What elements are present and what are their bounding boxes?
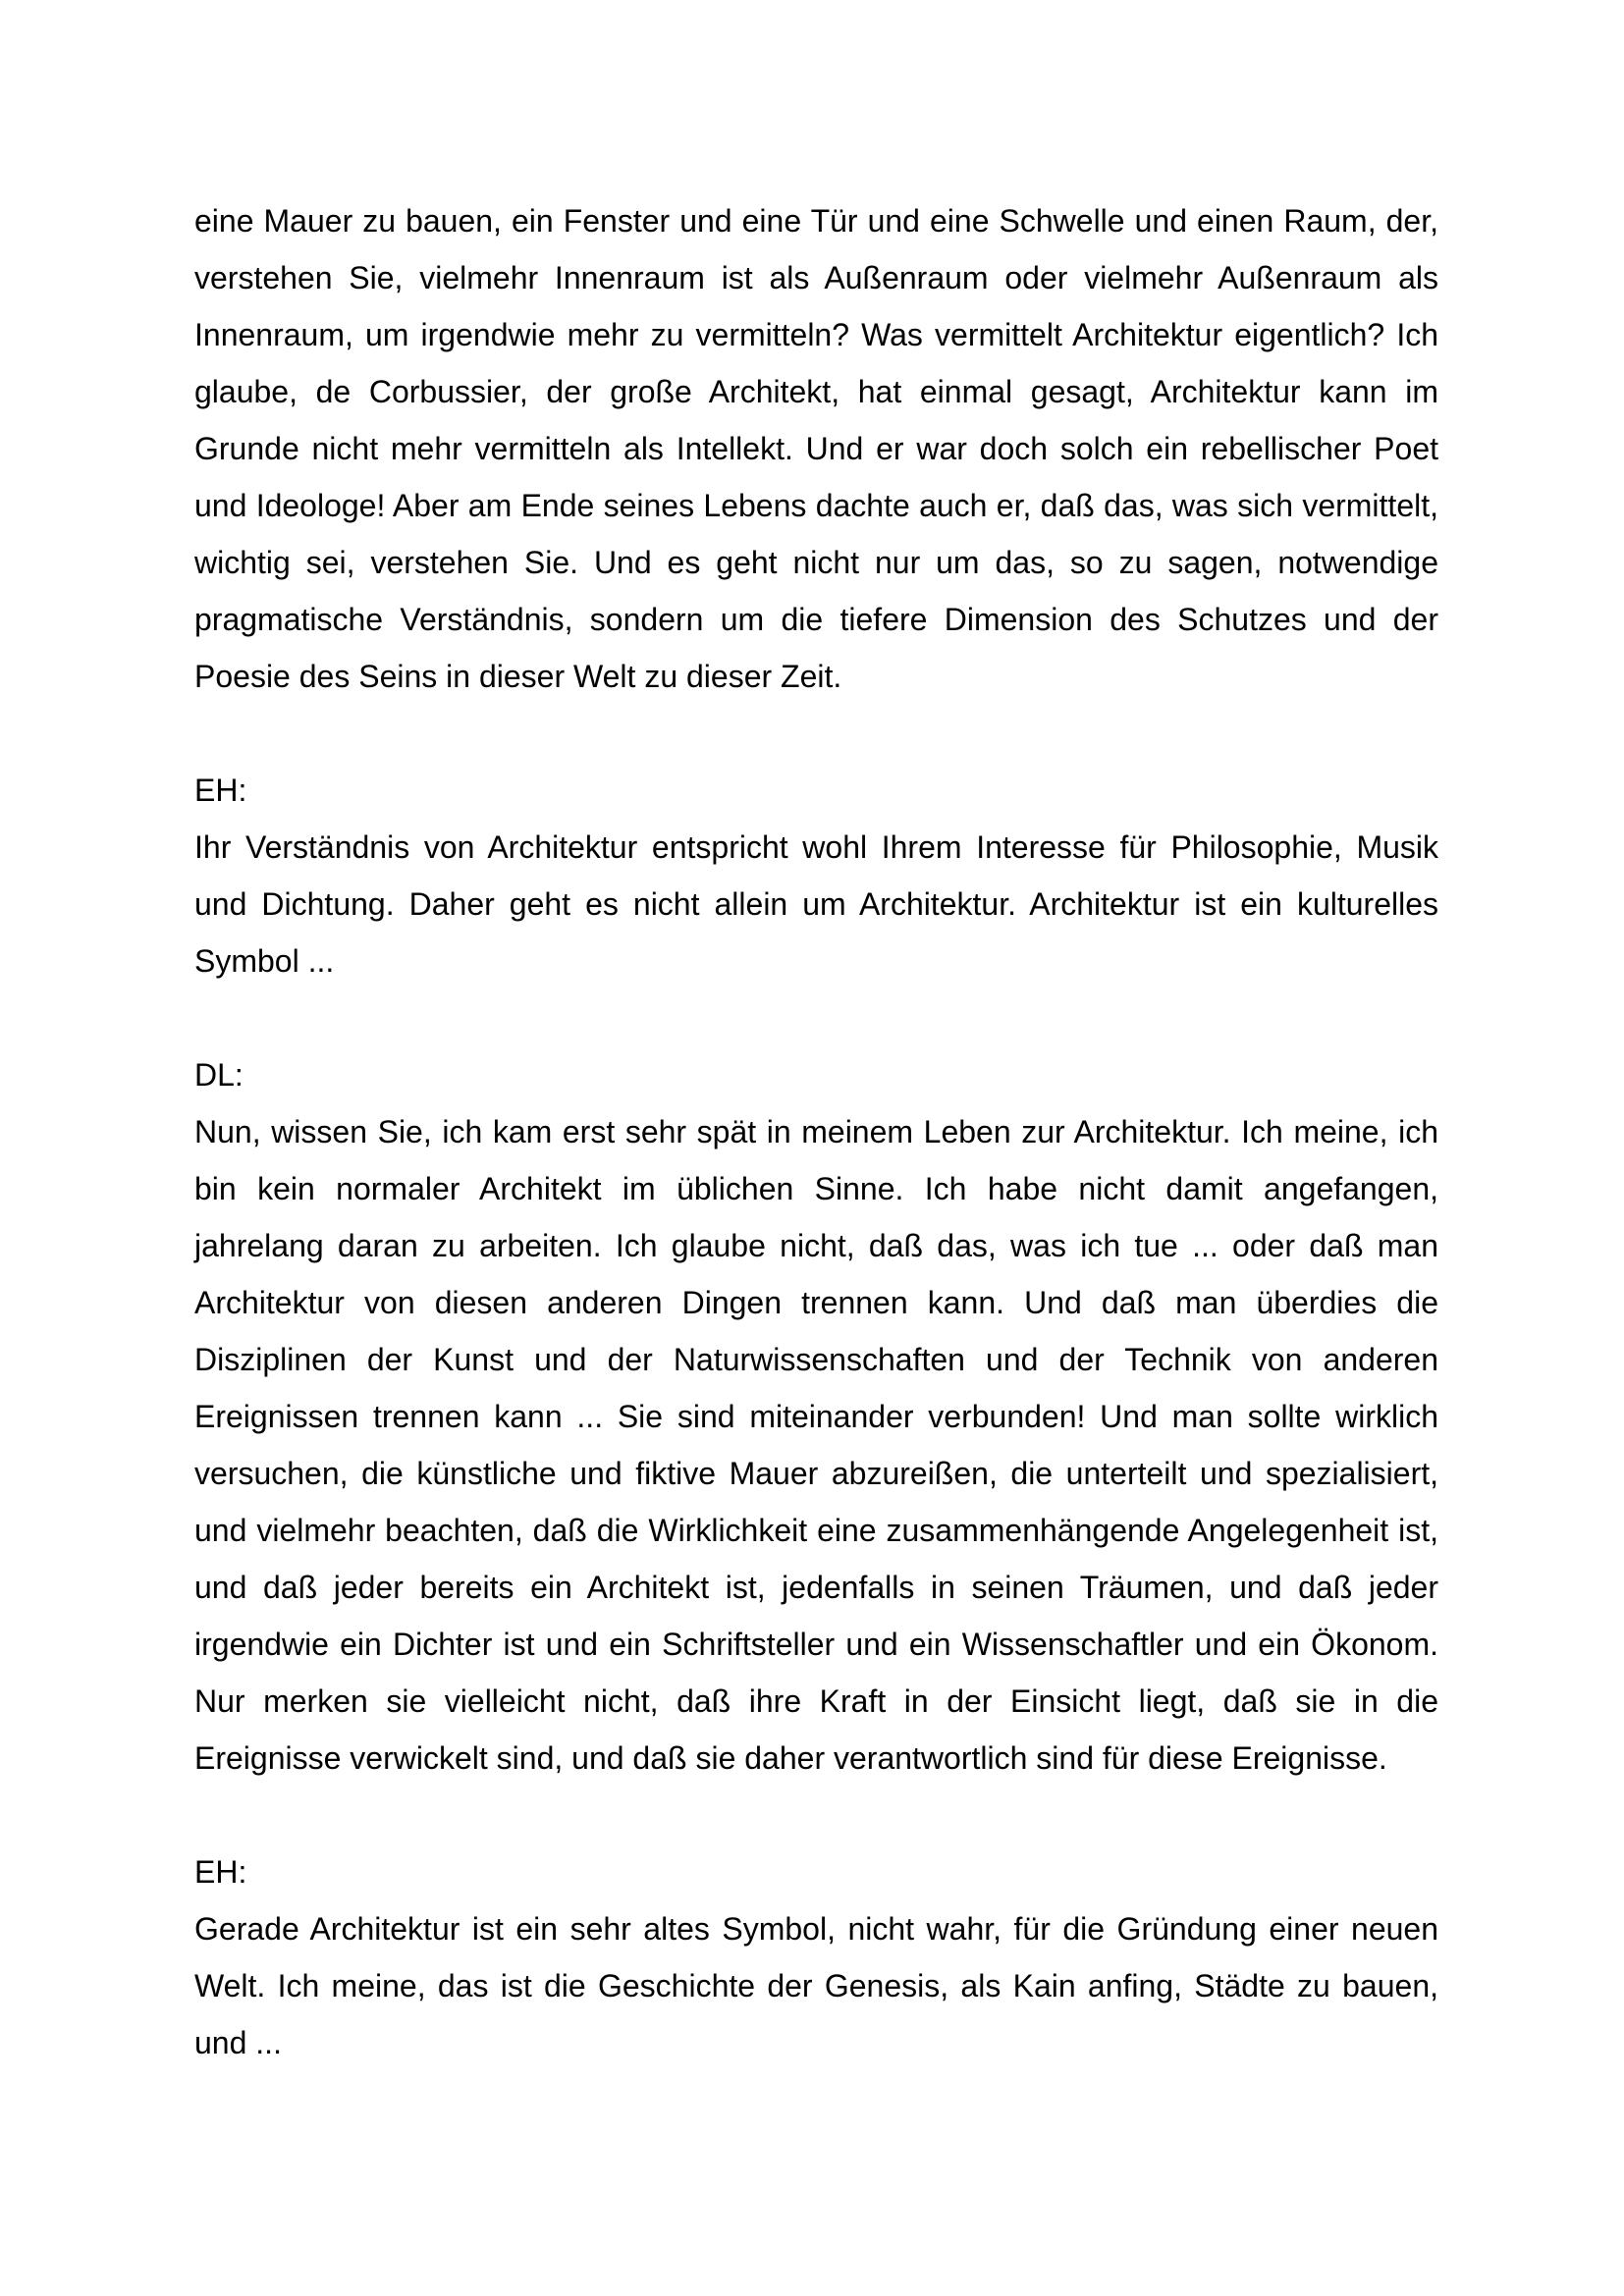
paragraph-eh-2: Gerade Architektur ist ein sehr altes Symbol, nicht wahr, für die Gründung einer neuen Welt. Ich meine, das ist die Geschichte der Genesis, als Kain anfing, Städte zu bauen, und ...	[194, 1911, 1438, 2060]
document-page	[194, 192, 1438, 2071]
paragraph-dl-1: Nun, wissen Sie, ich kam erst sehr spät in meinem Leben zur Architektur. Ich meine, ich bin kein normaler Architekt im üblichen Sinne. Ich habe nicht damit angefangen, jahrelang daran zu arbeiten. Ich glaube nicht, daß das, was ich tue ... oder daß man Architektur von diesen anderen Dingen trennen kann. Und daß man überdies die Disziplinen der Kunst und der Naturwissenschaften und der Technik von anderen Ereignissen trennen kann ... Sie sind miteinander verbunden! Und man sollte wirklich versuchen, die künstliche und fiktive Mauer abzureißen, die unterteilt und spezialisiert, und vielmehr beachten, daß die Wirklichkeit eine zusammenhängende Angelegenheit ist, und daß jeder bereits ein Architekt ist, jedenfalls in seinen Träumen, und daß jeder irgendwie ein Dichter ist und ein Schriftsteller und ein Wissenschaftler und ein Ökonom. Nur merken sie vielleicht nicht, daß ihre Kraft in der Einsicht liegt, daß sie in die Ereignisse verwickelt sind, und daß sie daher verantwortlich sind für diese Ereignisse.	[194, 1114, 1438, 1776]
paragraph-eh-1: Ihr Verständnis von Architektur entspricht wohl Ihrem Interesse für Philosophie, Musik und Dichtung. Daher geht es nicht allein um Architektur. Architektur ist ein kulturelles Symbol ...	[194, 829, 1438, 979]
speaker-label-eh: EH:	[194, 773, 247, 808]
paragraph-continuation: eine Mauer zu bauen, ein Fenster und eine Tür und eine Schwelle und einen Raum, der, verstehen Sie, vielmehr Innenraum ist als Außenraum oder vielmehr Außenraum als Innenraum, um irgendwie mehr zu vermitteln? Was vermittelt Architektur eigentlich? Ich glaube, de Corbussier, der große Architekt, hat einmal gesagt, Architektur kann im Grunde nicht mehr vermitteln als Intellekt. Und er war doch solch ein rebellischer Poet und Ideologe! Aber am Ende seines Lebens dachte auch er, daß das, was sich vermittelt, wichtig sei, verstehen Sie. Und es geht nicht nur um das, so zu sagen, notwendige pragmatische Verständnis, sondern um die tiefere Dimension des Schutzes und der Poesie des Seins in dieser Welt zu dieser Zeit.	[194, 203, 1438, 694]
paragraph-gap	[194, 1787, 1438, 1843]
speaker-label-dl: DL:	[194, 1057, 244, 1093]
paragraph-gap	[194, 705, 1438, 762]
paragraph-gap	[194, 989, 1438, 1046]
speaker-label-eh: EH:	[194, 1854, 247, 1890]
